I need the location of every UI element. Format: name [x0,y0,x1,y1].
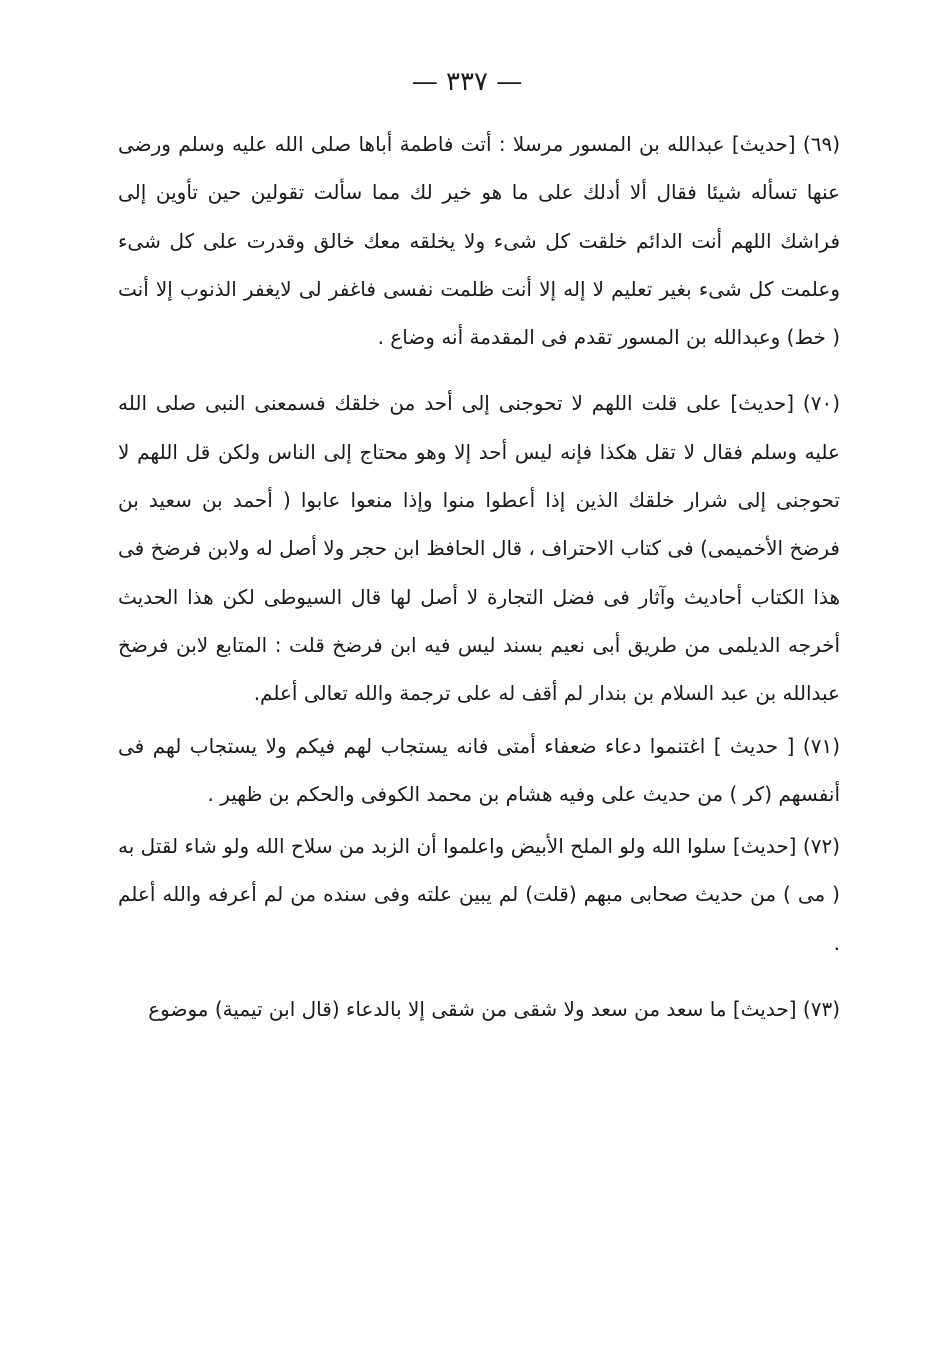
hadith-entry-70 [118,379,840,717]
page-number: — ٣٣٧ — [411,67,523,97]
entry-number: (٧١) [802,733,840,758]
hadith-entry-73 [118,985,840,1033]
entry-text: [حديث] عبدالله بن المسور مرسلا : أتت فاطمة أباها صلى الله عليه وسلم ورضى عنها تسأله شيئا فقال ألا أدلك على ما هو خير لك مما سألت تقولين حين تأوين إلى فراشك اللهم أنت الدائم خلقت كل شىء ولا يخلقه معك خالق وقدرت على كل شىء وعلمت كل شىء بغير تعليم لا إله إلا أنت ظلمت نفسى فاغفر لى لايغفر الذنوب إلا أنت ( خط) وعبدالله بن المسور تقدم فى المقدمة أنه وضاع . [118,132,840,350]
entry-text: [حديث] سلوا الله ولو الملح الأبيض واعلموا أن الزبد من سلاح الله ولو شاء لقتل به ( مى ) من حديث صحابى مبهم (قلت) لم يبين علته وفى سنده من لم أعرفه والله أعلم . [118,834,840,955]
hadith-entry-71 [118,722,840,819]
hadith-entry-69 [118,120,840,361]
entry-text: [حديث] على قلت اللهم لا تحوجنى إلى أحد من خلقك فسمعنى النبى صلى الله عليه وسلم فقال لا تقل هكذا فإنه ليس أحد إلا وهو محتاج إلى الناس ولكن قل اللهم لا تحوجنى إلى شرار خلقك الذين إذا أعطوا منوا وإذا منعوا عابوا ( أحمد بن سعيد بن فرضخ الأخميمى) فى كتاب الاحتراف ، قال الحافظ ابن حجر ولا أصل له ولابن فرضخ فى هذا الكتاب أحاديث وآثار فى فضل التجارة لا أصل لها قال السيوطى لكن هذا الحديث أخرجه الديلمى من طريق أبى نعيم بسند ليس فيه ابن فرضخ قلت : المتابع لابن فرضخ عبدالله بن عبد السلام بن بندار لم أقف له على ترجمة والله تعالى أعلم. [118,391,840,706]
hadith-entries [118,120,840,1033]
entry-number: (٧٠) [802,391,841,416]
entry-number: (٧٢) [802,834,841,859]
entry-number: (٧٣) [802,997,840,1022]
hadith-entry-72 [118,822,840,967]
entry-text: [حديث] ما سعد من سعد ولا شقى من شقى إلا بالدعاء (قال ابن تيمية) موضوع [148,997,797,1022]
entry-number: (٦٩) [802,132,840,156]
entry-text: [ حديث ] اغتنموا دعاء ضعفاء أمتى فانه يستجاب لهم فيكم ولا يستجاب لهم فى أنفسهم (كر ) من حديث على وفيه هشام بن محمد الكوفى والحكم بن ظهير . [118,733,840,806]
